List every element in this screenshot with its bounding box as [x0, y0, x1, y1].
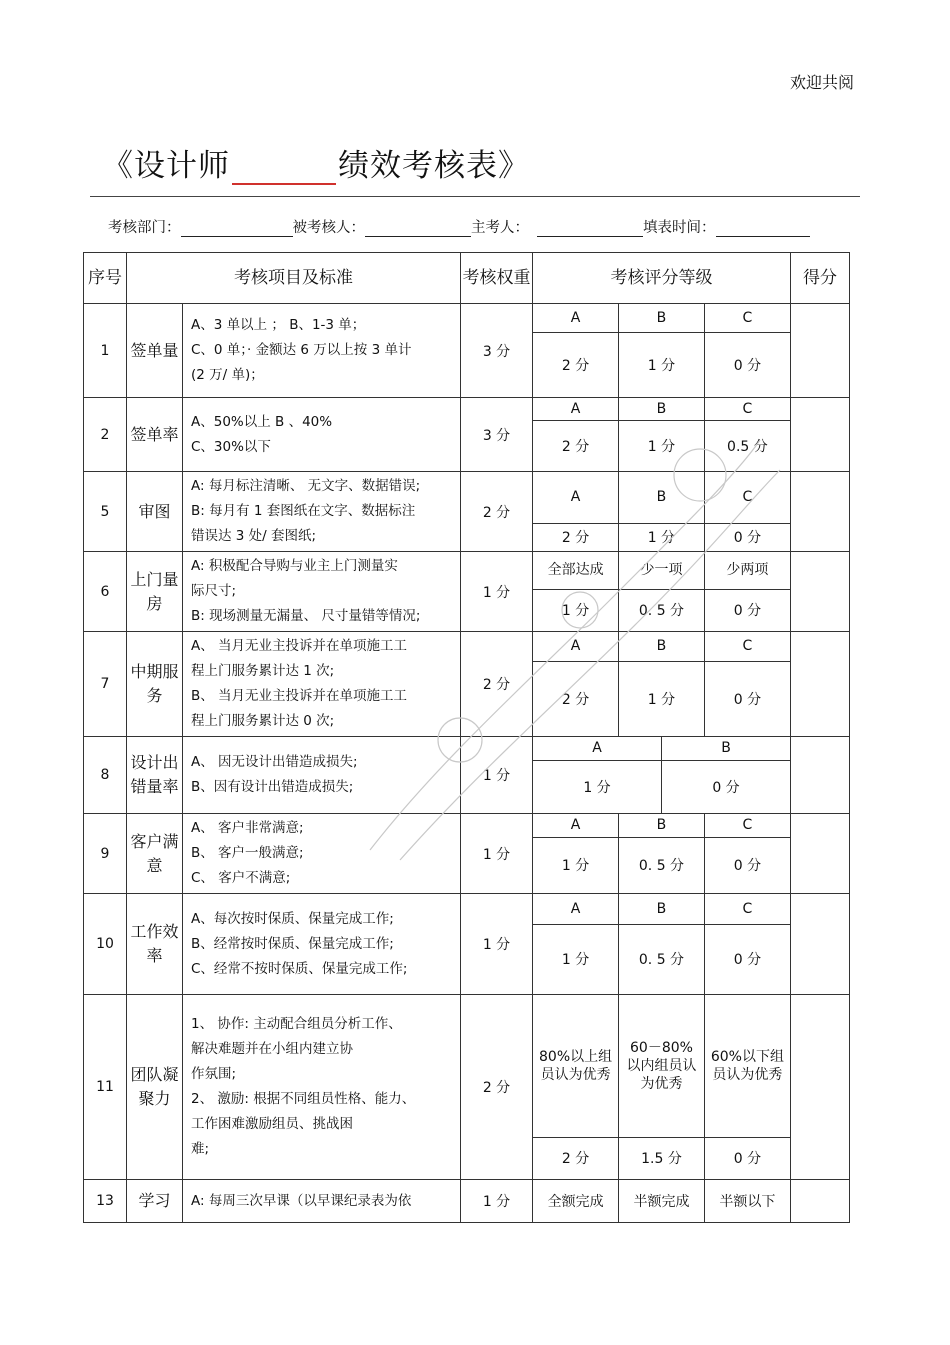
grade-label: 60－80%以内组员认为优秀: [619, 995, 705, 1137]
row-score-input[interactable]: [791, 894, 850, 995]
table-row: [84, 737, 850, 814]
grade-score: 0.5 分: [704, 421, 790, 472]
grade-label: 少一项: [619, 552, 705, 589]
grade-score: 1 分: [619, 421, 705, 472]
grade-label: B: [619, 632, 705, 661]
row-standard: [183, 894, 461, 995]
grade-score: 1 分: [561, 858, 590, 875]
row-grades: [533, 814, 791, 894]
grade-label: A: [533, 472, 619, 523]
standard-line: A: 每月标注清晰、 无文字、数据错误;: [191, 478, 421, 494]
row-item: 学习: [127, 1180, 183, 1223]
grade-score: 0. 5 分: [619, 837, 705, 893]
row-weight: 1 分: [461, 894, 533, 995]
row-weight: 3 分: [461, 398, 533, 472]
standard-line: C、经常不按时保质、保量完成工作;: [191, 960, 408, 977]
grade-score: 0 分: [704, 523, 790, 551]
standard-line: A: 积极配合导购与业主上门测量实: [191, 558, 398, 574]
standard-line: B: 每月有 1 套图纸在文字、数据标注: [191, 503, 416, 519]
title-rule: [90, 196, 860, 197]
standard-line: 难;: [191, 1141, 210, 1157]
standard-line: C、30%以下: [191, 438, 271, 455]
standard-line: A、3 单以上 ； B、1-3 单；: [191, 317, 366, 333]
grade-score: 0. 5 分: [619, 589, 705, 631]
grade-score: 2 分: [561, 357, 590, 374]
grade-score: 2 分: [561, 530, 590, 547]
standard-line: B: 现场测量无漏量、 尺寸量错等情况;: [191, 608, 421, 624]
row-grades: [533, 894, 791, 995]
row-weight: 2 分: [461, 632, 533, 737]
grade-label: 60%以下组员认为优秀: [704, 995, 790, 1137]
grade-label: B: [619, 398, 705, 421]
grade-score: 1.5 分: [619, 1137, 705, 1179]
grade-label: C: [704, 632, 790, 661]
grade-label: B: [619, 304, 705, 332]
grade-label: B: [619, 814, 705, 837]
table-row: [84, 894, 850, 995]
grade-score: 0 分: [704, 589, 790, 631]
row-score-input[interactable]: [791, 995, 850, 1180]
table-row: [84, 632, 850, 737]
grade-score: 0 分: [662, 760, 791, 813]
standard-line: B、经常按时保质、保量完成工作;: [191, 935, 394, 952]
row-no: 11: [84, 995, 127, 1180]
standard-line: 解决难题并在小组内建立协: [191, 1041, 353, 1057]
row-score-input[interactable]: [791, 398, 850, 472]
row-item: 工作效率: [127, 894, 183, 995]
row-grades: [533, 472, 791, 552]
row-standard: [183, 737, 461, 814]
standard-line: (2 万/ 单)；: [191, 367, 264, 383]
grade-score: 1 分: [561, 603, 590, 620]
grade-grid: [533, 1180, 790, 1222]
grade-label: 80%以上组员认为优秀: [533, 995, 619, 1137]
row-grades: [533, 995, 791, 1180]
grade-grid: [533, 552, 790, 631]
meta-date-label: 填表时间：: [643, 220, 716, 236]
grade-score: 2 分: [561, 691, 590, 708]
grade-label: 半额完成: [619, 1180, 705, 1222]
row-item: 设计出错量率: [127, 737, 183, 814]
grade-grid: [533, 995, 790, 1179]
meta-assessed-label: 被考核人：: [292, 220, 365, 236]
assessment-table: [83, 252, 850, 1223]
header-score: 得分: [791, 253, 850, 304]
grade-score: 0 分: [704, 837, 790, 893]
meta-date-field[interactable]: [716, 218, 810, 237]
grade-label: 半额以下: [704, 1180, 790, 1222]
row-no: 13: [84, 1180, 127, 1223]
row-weight: 1 分: [461, 552, 533, 632]
grade-score: 0 分: [704, 332, 790, 397]
grade-grid: [533, 304, 790, 397]
table-row: [84, 398, 850, 472]
grade-grid: [533, 894, 790, 994]
grade-grid: [533, 472, 790, 551]
header-weight: 考核权重: [461, 253, 533, 304]
grade-label: A: [533, 304, 619, 332]
row-item: 签单率: [127, 398, 183, 472]
grade-label: 少两项: [704, 552, 790, 589]
meta-assessed-field[interactable]: [365, 218, 471, 237]
grade-label: B: [619, 894, 705, 924]
meta-dept-label: 考核部门：: [108, 220, 181, 236]
meta-assessor-label: 主考人：: [471, 220, 529, 236]
row-no: 1: [84, 304, 127, 398]
header-grade: 考核评分等级: [533, 253, 791, 304]
standard-line: C、0 单；· 金额达 6 万以上按 3 单计: [191, 342, 412, 358]
grade-label: A: [533, 632, 619, 661]
row-score-input[interactable]: [791, 632, 850, 737]
row-no: 7: [84, 632, 127, 737]
title-suffix: 绩效考核表》: [338, 148, 530, 184]
row-item: 上门量房: [127, 552, 183, 632]
table-row: [84, 1180, 850, 1223]
standard-line: 2、 激励: 根据不同组员性格、能力、: [191, 1091, 416, 1107]
standard-line: B、 客户一般满意;: [191, 845, 304, 861]
row-no: 6: [84, 552, 127, 632]
row-standard: [183, 995, 461, 1180]
row-item: 签单量: [127, 304, 183, 398]
grade-score: 2 分: [561, 1151, 590, 1168]
header-item: 考核项目及标准: [127, 253, 461, 304]
table-row: [84, 814, 850, 894]
table-row: [84, 304, 850, 398]
row-weight: 1 分: [461, 737, 533, 814]
standard-line: A、每次按时保质、保量完成工作;: [191, 910, 394, 927]
row-score-input[interactable]: [791, 1180, 850, 1223]
standard-line: A、 客户非常满意;: [191, 820, 304, 836]
row-no: 8: [84, 737, 127, 814]
row-grades: [533, 1180, 791, 1223]
grade-label: 全部达成: [533, 552, 619, 589]
row-grades: [533, 737, 791, 814]
grade-label: 全额完成: [547, 1194, 604, 1210]
grade-grid: [533, 737, 790, 813]
standard-line: 工作困难激励组员、挑战困: [191, 1116, 353, 1132]
grade-label: C: [704, 894, 790, 924]
row-standard: [183, 304, 461, 398]
standard-line: 错误达 3 处/ 套图纸;: [191, 528, 317, 544]
row-grades: [533, 552, 791, 632]
grade-score: 1 分: [619, 332, 705, 397]
standard-line: B、因有设计出错造成损失;: [191, 779, 354, 795]
grade-score: 0 分: [704, 924, 790, 994]
row-score-input[interactable]: [791, 304, 850, 398]
standard-line: 程上门服务累计达 1 次;: [191, 663, 335, 679]
grade-score: 0 分: [704, 1137, 790, 1179]
table-row: [84, 995, 850, 1180]
row-no: 9: [84, 814, 127, 894]
row-standard: [183, 632, 461, 737]
row-item: 客户满意: [127, 814, 183, 894]
grade-score: 2 分: [561, 439, 590, 455]
title-prefix: 《设计师: [102, 148, 230, 184]
standard-line: C、 客户不满意;: [191, 870, 291, 886]
grade-label: C: [704, 472, 790, 523]
grade-label: C: [704, 814, 790, 837]
grade-grid: [533, 398, 790, 471]
grade-label: A: [533, 894, 619, 924]
row-grades: [533, 304, 791, 398]
row-no: 10: [84, 894, 127, 995]
standard-line: 1、 协作: 主动配合组员分析工作、: [191, 1016, 402, 1032]
row-weight: 2 分: [461, 472, 533, 552]
standard-line: 际尺寸;: [191, 583, 237, 599]
meta-dept-field[interactable]: [181, 218, 293, 237]
table-row: [84, 472, 850, 552]
row-weight: 3 分: [461, 304, 533, 398]
row-grades: [533, 398, 791, 472]
grade-label: A: [533, 398, 619, 421]
row-score-input[interactable]: [791, 737, 850, 814]
grade-label: C: [704, 398, 790, 421]
row-no: 2: [84, 398, 127, 472]
standard-line: A、50%以上 B 、40%: [191, 413, 333, 430]
grade-label: A: [533, 814, 619, 837]
standard-line: B、 当月无业主投诉并在单项施工工: [191, 688, 408, 704]
row-grades: [533, 632, 791, 737]
grade-grid: [533, 632, 790, 736]
grade-label: A: [533, 737, 662, 760]
document-title: [102, 140, 530, 185]
header-note: 欢迎共阅: [789, 73, 854, 92]
header-no: 序号: [84, 253, 127, 304]
row-standard: [183, 814, 461, 894]
row-item: 中期服务: [127, 632, 183, 737]
row-score-input[interactable]: [791, 552, 850, 632]
standard-line: A、 因无设计出错造成损失;: [191, 754, 358, 770]
row-item: 团队凝聚力: [127, 995, 183, 1180]
grade-score: 1 分: [583, 779, 611, 796]
table-row: [84, 552, 850, 632]
meta-line: [108, 216, 810, 237]
header-row: [84, 253, 850, 304]
row-standard: [183, 552, 461, 632]
row-score-input[interactable]: [791, 814, 850, 894]
title-blank-line[interactable]: [232, 153, 336, 185]
grade-score: 1 分: [619, 523, 705, 551]
grade-score: 0. 5 分: [619, 924, 705, 994]
standard-line: A: 每周三次早课（以早课纪录表为依: [191, 1192, 412, 1209]
standard-line: 程上门服务累计达 0 次;: [191, 713, 335, 729]
grade-score: 0 分: [704, 661, 790, 736]
grade-label: B: [662, 737, 791, 760]
row-weight: 2 分: [461, 995, 533, 1180]
grade-label: C: [704, 304, 790, 332]
standard-line: A、 当月无业主投诉并在单项施工工: [191, 638, 408, 654]
meta-assessor-field[interactable]: [537, 218, 643, 237]
row-standard: [183, 1180, 461, 1223]
row-standard: [183, 472, 461, 552]
grade-grid: [533, 814, 790, 893]
grade-score: 1 分: [561, 952, 590, 969]
row-score-input[interactable]: [791, 472, 850, 552]
row-no: 5: [84, 472, 127, 552]
row-weight: 1 分: [461, 814, 533, 894]
grade-score: 1 分: [619, 661, 705, 736]
row-weight: 1 分: [461, 1180, 533, 1223]
row-item: 审图: [127, 472, 183, 552]
standard-line: 作氛围;: [191, 1066, 237, 1082]
row-standard: [183, 398, 461, 472]
grade-label: B: [619, 472, 705, 523]
